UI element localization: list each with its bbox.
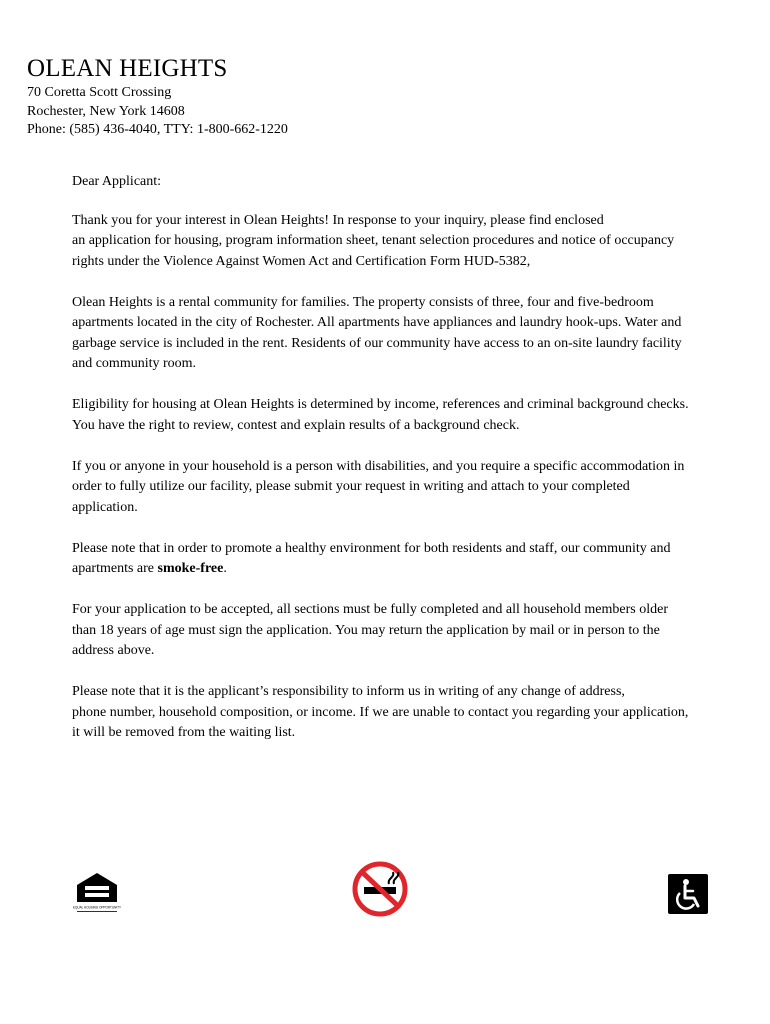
paragraph-application-requirements: For your application to be accepted, all sections must be fully completed and all household members older than 18 years of age must sign the application. You may return the application by mail or in person to the address above. (72, 602, 669, 658)
smoke-free-emphasis: smoke-free (157, 561, 224, 576)
smoke-free-text-after: . (223, 561, 227, 576)
no-smoking-icon (351, 860, 409, 918)
equal-housing-logo-text: EQUAL HOUSING OPPORTUNITY (73, 904, 122, 910)
paragraph-eligibility: Eligibility for housing at Olean Heights is determined by income, references and criminal background checks. You have the right to review, contest and explain results of a background check. (72, 397, 689, 433)
wheelchair-icon (668, 874, 708, 914)
paragraph-change-notice: Please note that it is the applicant’s responsibility to inform us in writing of any change of address, phone number, household composition, or income. If we are unable to contact you regarding your application, it will be removed from the waiting list. (72, 684, 689, 740)
paragraph-smoke-free (72, 539, 752, 580)
letter-body (72, 172, 752, 764)
paragraph-accommodation: If you or anyone in your household is a person with disabilities, and you require a specific accommodation in order to fully utilize our facility, please submit your request in writing and attach to your completed application. (72, 458, 685, 515)
no-smoking-logo-svg (351, 860, 409, 918)
smoke-free-text-before: Please note that in order to promote a healthy environment for both residents and staff, our community and apartments are (72, 540, 671, 576)
letterhead (27, 54, 288, 140)
wheelchair-logo-svg (668, 874, 708, 914)
greeting: Dear Applicant: (72, 174, 162, 189)
address-line-2: Rochester, New York 14608 (27, 103, 185, 119)
paragraph-community: Olean Heights is a rental community for families. The property consists of three, four and five-bedroom apartments located in the city of Rochester. All apartments have appliances and laundry hook-ups. Water and garbage service is included in the rent. Residents of our community have access to an on-site laundry facility and community room. (72, 294, 682, 371)
equal-housing-logo-svg (73, 870, 125, 914)
address-line-1: 70 Coretta Scott Crossing (27, 85, 172, 100)
organization-name: OLEAN HEIGHTS (27, 55, 228, 82)
equal-housing-icon (73, 870, 125, 914)
paragraph-intro: Thank you for your interest in Olean Heights! In response to your inquiry, please find enclosed an application for housing, program information sheet, tenant selection procedures and notice of occupancy rights under the Violence Against Women Act and Certification Form HUD-5382, (72, 212, 675, 269)
phone-line: Phone: (585) 436-4040, TTY: 1-800-662-1220 (27, 122, 288, 137)
